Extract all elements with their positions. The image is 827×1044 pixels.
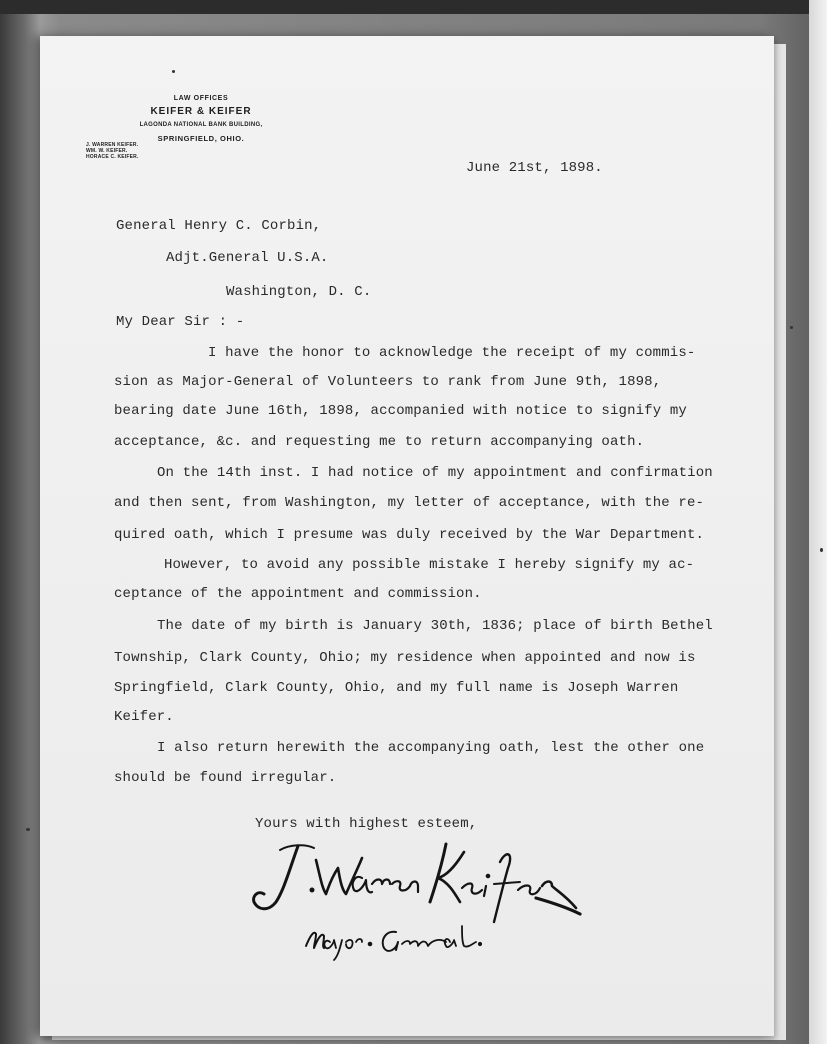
- body-line: quired oath, which I presume was duly received by the War Department.: [114, 527, 705, 543]
- body-line: should be found irregular.: [114, 770, 337, 786]
- body-line: and then sent, from Washington, my letter of acceptance, with the re-: [114, 495, 705, 511]
- recipient-name: General Henry C. Corbin,: [116, 218, 322, 234]
- salutation: My Dear Sir : -: [116, 314, 245, 330]
- letterhead-partners: [86, 142, 139, 160]
- recipient-location: Washington, D. C.: [226, 284, 372, 300]
- body-line: Township, Clark County, Ohio; my residence when appointed and now is: [114, 650, 696, 666]
- handwritten-signature: [250, 838, 590, 968]
- letterhead-city: SPRINGFIELD, OHIO.: [157, 134, 245, 143]
- body-line: However, to avoid any possible mistake I hereby signify my ac-: [164, 557, 695, 573]
- letterhead-firm: KEIFER & KEIFER: [150, 106, 252, 117]
- body-line: acceptance, &c. and requesting me to return accompanying oath.: [114, 434, 645, 450]
- body-line: On the 14th inst. I had notice of my appointment and confirmation: [157, 465, 713, 481]
- closing: Yours with highest esteem,: [255, 816, 478, 832]
- body-line: The date of my birth is January 30th, 1836; place of birth Bethel: [157, 618, 713, 634]
- scan-speck: [172, 70, 175, 73]
- partner-name: HORACE C. KEIFER.: [86, 154, 139, 160]
- body-line: I also return herewith the accompanying oath, lest the other one: [157, 740, 705, 756]
- letterhead-offices: LAW OFFICES: [173, 95, 229, 102]
- scan-speck: [820, 548, 823, 552]
- body-line: bearing date June 16th, 1898, accompanied with notice to signify my: [114, 403, 687, 419]
- scan-speck: [790, 326, 793, 329]
- recipient-title: Adjt.General U.S.A.: [166, 250, 329, 266]
- letterhead-building: LAGONDA NATIONAL BANK BUILDING,: [139, 122, 263, 128]
- letter-date: June 21st, 1898.: [466, 160, 603, 176]
- scan-right-edge: [809, 0, 827, 1044]
- body-line: Springfield, Clark County, Ohio, and my full name is Joseph Warren: [114, 680, 679, 696]
- body-line: Keifer.: [114, 709, 174, 725]
- scan-top-edge: [0, 0, 827, 14]
- body-line: sion as Major-General of Volunteers to rank from June 9th, 1898,: [114, 374, 662, 390]
- body-line: ceptance of the appointment and commission.: [114, 586, 482, 602]
- scan-speck: [26, 828, 30, 831]
- body-line: I have the honor to acknowledge the receipt of my commis-: [208, 345, 696, 361]
- partner-name: J. WARREN KEIFER.: [86, 142, 139, 148]
- partner-name: WM. W. KEIFER.: [86, 148, 128, 154]
